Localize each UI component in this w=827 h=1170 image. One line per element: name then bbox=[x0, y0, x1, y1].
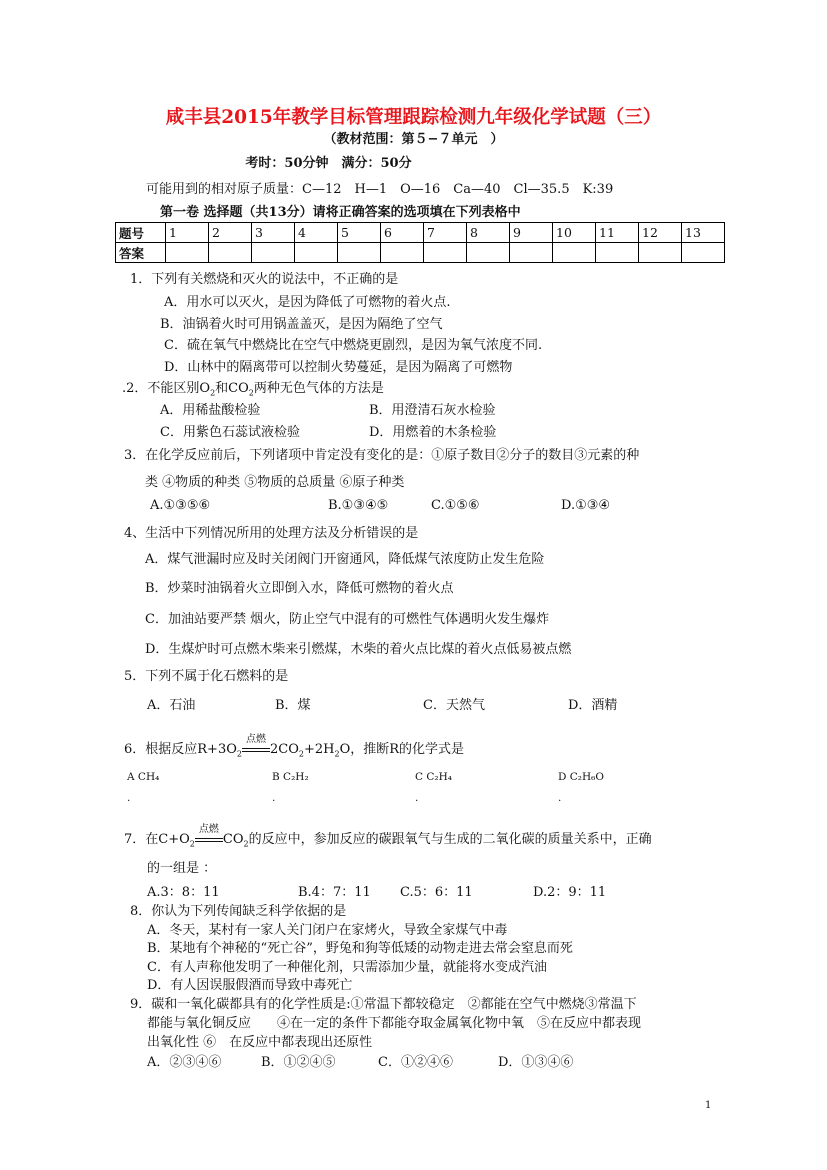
q9-stem-line3: 出氧化性 ⑥ 在反应中都表现出还原性 bbox=[147, 1035, 373, 1050]
page-number: 1 bbox=[705, 1100, 712, 1111]
answer-cell[interactable] bbox=[639, 243, 682, 263]
table-cell: 8 bbox=[467, 223, 510, 243]
answer-cell[interactable] bbox=[166, 243, 209, 263]
table-header-label: 题号 bbox=[116, 223, 166, 243]
table-cell: 3 bbox=[252, 223, 295, 243]
table-answer-label: 答案 bbox=[116, 243, 166, 263]
table-cell: 4 bbox=[295, 223, 338, 243]
q9-stem-line1: 9．碳和一氧化碳都具有的化学性质是:①常温下都较稳定 ②都能在空气中燃烧③常温下 bbox=[130, 997, 637, 1012]
q6-sub: 2 bbox=[236, 749, 242, 759]
q8-option-b: B．某地有个神秘的“死亡谷”，野兔和狗等低矮的动物走进去常会窒息而死 bbox=[147, 941, 573, 956]
q7-stem-co: CO bbox=[222, 832, 244, 847]
q6-dot: . bbox=[272, 792, 276, 804]
q6-sub3: 2 bbox=[334, 749, 340, 759]
q4-option-d: D．生煤炉时可点燃木柴来引燃煤，木柴的着火点比煤的着火点低易被点燃 bbox=[145, 642, 572, 657]
answer-cell[interactable] bbox=[553, 243, 596, 263]
q4-option-b: B．炒菜时油锅着火立即倒入水，降低可燃物的着火点 bbox=[145, 581, 454, 596]
q6-dot: . bbox=[558, 792, 562, 804]
q9-stem-line2: 都能与氧化铜反应 ④在一定的条件下都能夺取金属氧化物中氧 ⑤在反应中都表现 bbox=[147, 1016, 642, 1031]
q6-dot: . bbox=[415, 792, 419, 804]
q2-stem-post: 两种无色气体的方法是 bbox=[253, 381, 384, 396]
q6-option-b: B C₂H₂ bbox=[272, 771, 309, 783]
q6-option-c: C C₂H₄ bbox=[415, 771, 452, 783]
q2-sub-o2: 2 bbox=[210, 388, 216, 398]
q3-option-a: A.①③⑤⑥ bbox=[150, 498, 211, 513]
q5-option-c: C．天然气 bbox=[423, 698, 485, 713]
q5-option-b: B．煤 bbox=[275, 698, 311, 713]
table-cell: 5 bbox=[338, 223, 381, 243]
q7-sub2: 2 bbox=[243, 839, 249, 849]
q3-stem-line2: 类 ④物质的种类 ⑤物质的总质量 ⑥原子种类 bbox=[145, 475, 405, 490]
q6-stem bbox=[124, 734, 465, 759]
section-heading: 第一卷 选择题（共13分）请将正确答案的选项填在下列表格中 bbox=[160, 205, 521, 220]
table-cell: 2 bbox=[209, 223, 252, 243]
q6-option-a: A CH₄ bbox=[127, 771, 160, 783]
q2-sub-co2: 2 bbox=[248, 388, 254, 398]
answer-cell[interactable] bbox=[252, 243, 295, 263]
answer-cell[interactable] bbox=[596, 243, 639, 263]
q1-option-b: B．油锅着火时可用锅盖盖灭，是因为隔绝了空气 bbox=[160, 317, 443, 332]
q8-option-c: C．有人声称他发明了一种催化剂，只需添加少量，就能将水变成汽油 bbox=[147, 960, 547, 975]
q8-option-d: D．有人因误服假酒而导致中毒死亡 bbox=[147, 978, 353, 993]
q2-option-d: D．用燃着的木条检验 bbox=[369, 425, 497, 440]
q8-stem: 8．你认为下列传闻缺乏科学依据的是 bbox=[130, 904, 347, 919]
q2-stem-mid: 和CO bbox=[215, 381, 249, 396]
q9-option-b: B．①②④⑤ bbox=[261, 1055, 336, 1070]
page-title: 咸丰县2015年教学目标管理跟踪检测九年级化学试题（三） bbox=[165, 107, 662, 128]
table-cell: 11 bbox=[596, 223, 639, 243]
q1-option-a: A．用水可以灭火，是因为降低了可燃物的着火点. bbox=[164, 295, 451, 310]
q6-stem-pre: 6．根据反应R+3O bbox=[124, 742, 237, 757]
q7-option-c: C.5：6：11 bbox=[400, 885, 473, 900]
q3-option-c: C.①⑤⑥ bbox=[431, 498, 480, 513]
q6-stem-o: O，推断R的化学式是 bbox=[339, 742, 465, 757]
table-cell: 10 bbox=[553, 223, 596, 243]
q7-option-b: B.4：7：11 bbox=[298, 885, 371, 900]
table-row-answers bbox=[116, 243, 725, 263]
q4-option-a: A．煤气泄漏时应及时关闭阀门开窗通风，降低煤气浓度防止发生危险 bbox=[145, 552, 545, 567]
answer-cell[interactable] bbox=[381, 243, 424, 263]
q5-option-a: A．石油 bbox=[147, 698, 196, 713]
answer-cell[interactable] bbox=[209, 243, 252, 263]
answer-cell[interactable] bbox=[467, 243, 510, 263]
table-cell: 9 bbox=[510, 223, 553, 243]
q5-option-d: D．酒精 bbox=[568, 698, 618, 713]
table-cell: 13 bbox=[682, 223, 725, 243]
table-cell: 1 bbox=[166, 223, 209, 243]
q2-option-a: A．用稀盐酸检验 bbox=[160, 403, 261, 418]
table-cell: 6 bbox=[381, 223, 424, 243]
reaction-condition: 点燃 bbox=[245, 734, 266, 745]
q5-stem: 5．下列不属于化石燃料的是 bbox=[124, 669, 289, 684]
q1-option-d: D．山林中的隔离带可以控制火势蔓延，是因为隔离了可燃物 bbox=[164, 360, 513, 375]
q7-stem-pre: 7．在C+O bbox=[124, 832, 190, 847]
q9-option-a: A．②③④⑥ bbox=[147, 1055, 222, 1070]
q6-stem-mid2: +2H bbox=[303, 742, 335, 757]
answer-table bbox=[115, 222, 725, 263]
q2-stem bbox=[122, 377, 384, 398]
q4-option-c: C．加油站要严禁 烟火，防止空气中混有的可燃性气体遇明火发生爆炸 bbox=[145, 612, 550, 627]
q4-stem: 4、生活中下列情况所用的处理方法及分析错误的是 bbox=[124, 526, 419, 541]
q1-option-c: C．硫在氧气中燃烧比在空气中燃烧更剧烈，是因为氧气浓度不同. bbox=[164, 338, 543, 353]
answer-cell[interactable] bbox=[682, 243, 725, 263]
q3-option-b: B.①③④⑤ bbox=[328, 498, 389, 513]
table-cell: 12 bbox=[639, 223, 682, 243]
textbook-scope: （教材范围：第５−７单元 ） bbox=[323, 132, 504, 147]
q2-option-c: C．用紫色石蕊试液检验 bbox=[160, 425, 300, 440]
q6-dot: . bbox=[127, 792, 131, 804]
reaction-arrow bbox=[242, 734, 270, 757]
q7-stem bbox=[124, 824, 652, 849]
q9-option-c: C．①②④⑥ bbox=[378, 1055, 453, 1070]
q6-sub2: 2 bbox=[298, 749, 304, 759]
q2-option-b: B．用澄清石灰水检验 bbox=[369, 403, 496, 418]
answer-cell[interactable] bbox=[510, 243, 553, 263]
table-row-numbers bbox=[116, 223, 725, 243]
q2-stem-pre: .2．不能区别O bbox=[122, 381, 211, 396]
q7-option-a: A.3：8：11 bbox=[147, 885, 220, 900]
answer-cell[interactable] bbox=[295, 243, 338, 263]
table-cell: 7 bbox=[424, 223, 467, 243]
atomic-masses: 可能用到的相对原子质量：C—12 H—1 O—16 Ca—40 Cl—35.5 K:39 bbox=[146, 182, 614, 197]
answer-cell[interactable] bbox=[424, 243, 467, 263]
reaction-arrow bbox=[195, 824, 223, 847]
q8-option-a: A．冬天，某村有一家人关门闭户在家烤火，导致全家煤气中毒 bbox=[147, 923, 508, 938]
q6-option-d: D C₂H₆O bbox=[558, 771, 604, 783]
q3-stem-line1: 3．在化学反应前后，下列诸项中肯定没有变化的是：①原子数目②分子的数目③元素的种 bbox=[124, 448, 640, 463]
reaction-condition: 点燃 bbox=[198, 824, 219, 835]
exam-info: 考时：50分钟 满分：50分 bbox=[245, 156, 412, 171]
q7-option-d: D.2：9：11 bbox=[533, 885, 607, 900]
answer-cell[interactable] bbox=[338, 243, 381, 263]
q7-stem-line2: 的一组是 ： bbox=[147, 861, 217, 876]
q9-option-d: D．①③④⑥ bbox=[498, 1055, 574, 1070]
q7-sub: 2 bbox=[189, 839, 195, 849]
q6-stem-mid: 2CO bbox=[269, 742, 299, 757]
q7-stem-post: 的反应中，参加反应的碳跟氧气与生成的二氧化碳的质量关系中，正确 bbox=[248, 832, 652, 847]
q3-option-d: D.①③④ bbox=[561, 498, 611, 513]
q1-stem: 1．下列有关燃烧和灭火的说法中，不正确的是 bbox=[130, 272, 399, 287]
